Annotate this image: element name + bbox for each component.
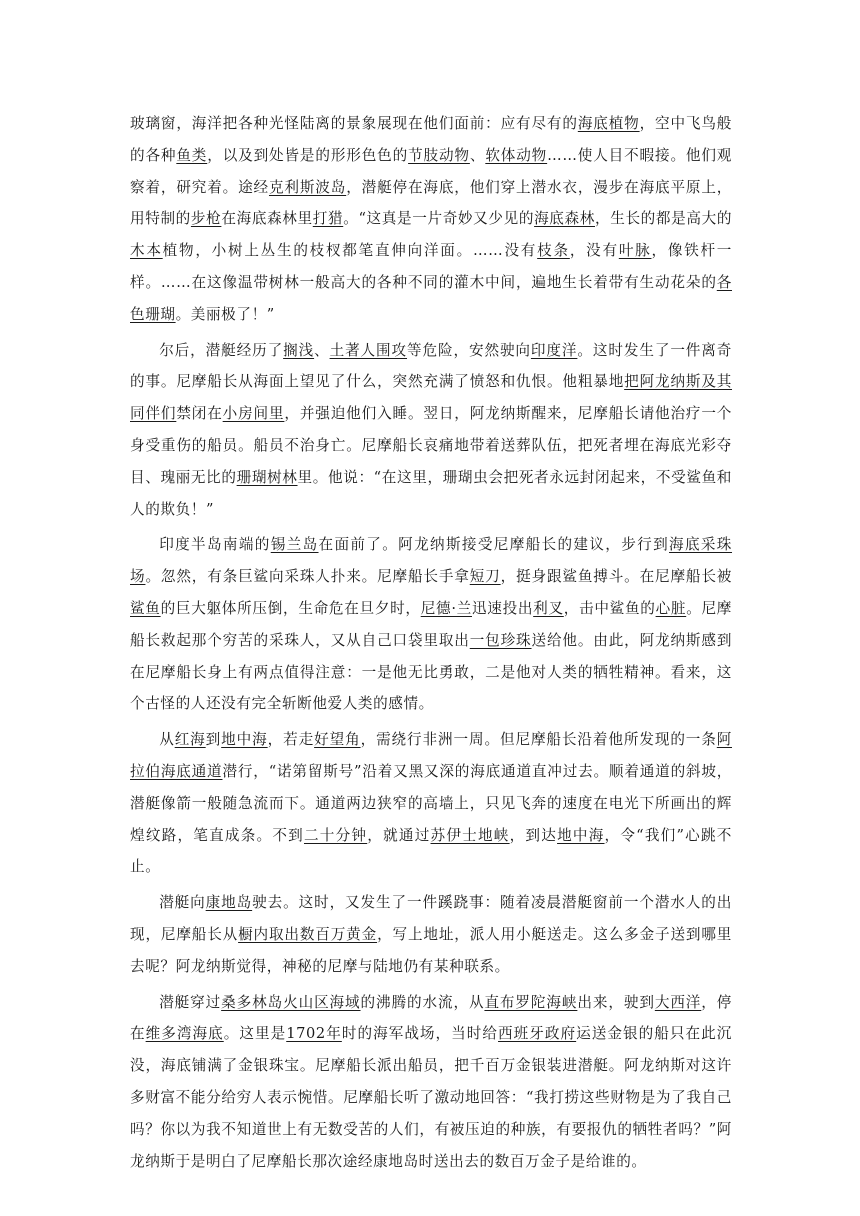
text-run: 的巨大躯体所压倒，生命危在旦夕时， xyxy=(160,599,421,617)
underlined-term: 好望角 xyxy=(314,731,361,749)
underlined-term: 搁浅 xyxy=(283,341,315,359)
text-run: ，没有 xyxy=(569,242,619,260)
underlined-term: 短刀 xyxy=(469,568,501,586)
underlined-term: 步枪 xyxy=(190,210,222,228)
underlined-term: 西班牙政府 xyxy=(498,1025,577,1043)
text-run: ，写上地址，派人用小艇送走。这么多金子送到哪里去呢？阿龙纳斯觉得，神秘的尼摩与陆地仍有某种联系。 xyxy=(130,925,732,975)
underlined-term: 鲨鱼 xyxy=(130,599,161,617)
text-run: 等危险，安然驶向 xyxy=(407,341,531,359)
text-run: 的沸腾的水流，从 xyxy=(360,993,485,1011)
underlined-term: 地中海 xyxy=(221,731,268,749)
text-run: ，像铁杆一样。……在这像温带树林一般高大的各种不同的灌木中间，遍地生长着带有生动花朵的 xyxy=(130,242,733,291)
text-run: 、 xyxy=(314,341,330,359)
underlined-term: 苏伊士地峡 xyxy=(430,826,510,844)
text-run: 尔后，潜艇经历了 xyxy=(159,341,284,359)
underlined-term: 土著人围攻 xyxy=(329,341,408,359)
text-run: 运送金银的船只在此沉没，海底铺满了金银珠宝。尼摩船长派出船员，把千百万金银装进潜艇。阿龙纳斯对这许多财富不能分给穷人表示惋惜。尼摩船长听了激动地回答：“我打捞这些财物是为了我自己吗？你以为我不知道世上有无数受苦的人们，有被压迫的种族，有要报仇的牺牲者吗？”阿龙纳斯于是明白了尼摩船长那次途经康地岛时送出去的数百万金子是给谁的。 xyxy=(130,1025,732,1170)
underlined-term: 康地岛 xyxy=(205,894,253,912)
underlined-term: 心脏 xyxy=(655,599,687,617)
underlined-term: 橱内取出数百万黄金 xyxy=(238,925,378,943)
text-run: 。这里是 xyxy=(223,1025,287,1043)
text-run: 。美丽极了！” xyxy=(175,305,275,323)
text-run: 。尼摩船长救起那个穷苦的采珠人，又从自己口袋里取出 xyxy=(130,599,732,649)
text-run: ，需绕行非洲一周。但尼摩船长沿着他所发现的一条 xyxy=(360,731,717,749)
underlined-term: 海底植物 xyxy=(577,115,640,132)
text-run: 驶去。这时，又发生了一件蹊跷事：随着凌晨潜艇窗前一个潜水人的出现，尼摩船长从 xyxy=(130,894,732,943)
underlined-term: 1702年 xyxy=(286,1025,342,1043)
text-run: 玻璃窗，海洋把各种光怪陆离的景象展现在他们面前：应有尽有的 xyxy=(130,115,578,132)
text-run: ，以及到处皆是的形形色色的 xyxy=(207,146,409,164)
text-run: 出来，驶到 xyxy=(577,993,655,1011)
underlined-term: 木本 xyxy=(130,242,163,260)
text-run: ，到达 xyxy=(509,826,558,844)
underlined-term: 一包珍珠 xyxy=(469,631,532,649)
text-run: ，并强迫他们入睡。翌日，阿龙纳斯醒来，尼摩船长请他治疗一个身受重伤的船员。船员不治身亡。尼摩船长哀痛地带着送葬队伍，把死者埋在海底光彩夺目、瑰丽无比的 xyxy=(130,405,732,486)
text-run: ，令“我们”心跳不止。 xyxy=(130,826,732,876)
text-run: ，击中鲨鱼的 xyxy=(563,599,656,617)
underlined-term: 枝条 xyxy=(537,242,570,260)
text-run: 印度半岛南端的 xyxy=(159,536,271,554)
text-run: 到 xyxy=(205,731,222,749)
underlined-term: 二十分钟 xyxy=(303,826,368,844)
document-page xyxy=(130,108,732,1181)
underlined-term: 利叉 xyxy=(533,599,564,617)
underlined-term: 软体动物 xyxy=(485,146,548,164)
paragraph xyxy=(130,335,732,526)
text-run: 迅速投出 xyxy=(471,599,534,617)
underlined-term: 打猎 xyxy=(312,210,344,228)
underlined-term: 克利斯波岛 xyxy=(268,178,347,196)
text-run: ，就通过 xyxy=(367,826,431,844)
text-run: 、 xyxy=(469,146,486,164)
paragraph xyxy=(130,108,732,331)
text-run: 时的海军战场，当时给 xyxy=(341,1025,499,1043)
text-run: ，停在 xyxy=(130,993,732,1043)
underlined-term: 桑多林岛火山区海域 xyxy=(221,993,361,1011)
text-run: 禁闭在 xyxy=(176,405,223,423)
text-run: 。忽然，有条巨鲨向采珠人扑来。尼摩船长手拿 xyxy=(145,568,470,586)
text-run: 植物，小树上丛生的枝杈都笔直伸向洋面。……没有 xyxy=(162,242,538,260)
underlined-term: 地中海 xyxy=(557,826,605,844)
underlined-term: 各色珊瑚 xyxy=(130,273,732,323)
underlined-term: 叶脉 xyxy=(618,242,652,260)
text-run: ，生长的都是高大的 xyxy=(595,210,733,228)
underlined-term: 阿拉伯海底通道 xyxy=(130,731,732,780)
underlined-term: 节肢动物 xyxy=(408,146,470,164)
text-run: 在面前了。阿龙纳斯接受尼摩船长的建议，步行到 xyxy=(318,536,670,554)
text-run: 里。他说：“在这里，珊瑚虫会把死者永远封闭起来，不受鲨鱼和人的欺负！” xyxy=(130,468,732,518)
paragraph xyxy=(130,887,732,982)
text-run: 。这时发生了一件离奇的事。尼摩船长从海面上望见了什么，突然充满了愤怒和仇恨。他粗暴地 xyxy=(130,341,732,391)
underlined-term: 维多湾海底 xyxy=(145,1025,224,1043)
paragraph xyxy=(130,724,732,883)
underlined-term: 尼德·兰 xyxy=(420,599,472,617)
underlined-term: 锡兰岛 xyxy=(270,536,319,554)
text-run: 从 xyxy=(159,731,175,749)
text-run: 在海底森林里 xyxy=(221,210,313,228)
text-run: ……使人目不暇接。他们观察着，研究着。途经 xyxy=(130,146,732,196)
text-run: ，空中飞鸟般的各种 xyxy=(130,115,732,164)
text-run: 。“这真是一片奇妙又少见的 xyxy=(343,210,535,228)
underlined-term: 把阿龙纳斯及其同伴们 xyxy=(130,373,733,423)
text-run: ，若走 xyxy=(267,731,315,749)
underlined-term: 红海 xyxy=(174,731,206,749)
text-run: 潜行，“诺第留斯号”沿着又黑又深的海底通道直冲过去。顺着通道的斜坡，潜艇像箭一般随急流而下。通道两边狭窄的高墙上，只见飞奔的速度在电光下所画出的辉煌纹路，笔直成条。不到 xyxy=(130,762,733,844)
underlined-term: 小房间里 xyxy=(222,405,285,423)
paragraph xyxy=(130,529,732,720)
text-run: 潜艇穿过 xyxy=(159,993,222,1011)
text-run: ，潜艇停在海底，他们穿上潜水衣，漫步在海底平原上，用特制的 xyxy=(130,178,732,228)
underlined-term: 大西洋 xyxy=(654,993,702,1011)
text-run: 送给他。由此，阿龙纳斯感到在尼摩船长身上有两点值得注意：一是他无比勇敢，二是他对人类的牺牲精神。看来，这个古怪的人还没有完全斩断他爱人类的感情。 xyxy=(130,631,733,713)
text-run: 潜艇向 xyxy=(159,894,206,912)
underlined-term: 海底森林 xyxy=(534,210,595,228)
underlined-term: 直布罗陀海峡 xyxy=(484,993,578,1011)
text-run: ，挺身跟鲨鱼搏斗。在尼摩船长被 xyxy=(500,568,732,586)
underlined-term: 鱼类 xyxy=(176,146,208,164)
underlined-term: 海底采珠场 xyxy=(130,536,733,586)
underlined-term: 珊瑚树林 xyxy=(236,468,298,486)
paragraph xyxy=(130,987,732,1178)
underlined-term: 印度洋 xyxy=(530,341,578,359)
